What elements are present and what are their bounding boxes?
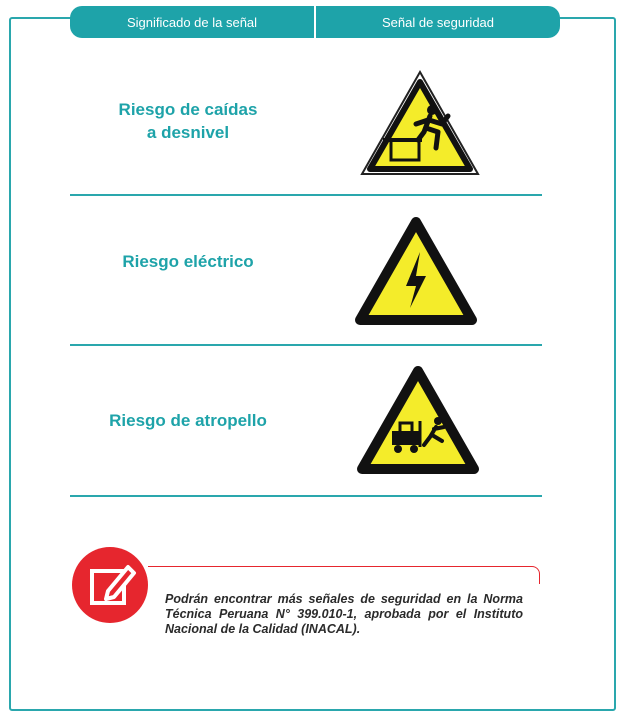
sign-row-vehicle bbox=[70, 409, 542, 489]
meaning-line: Riesgo eléctrico bbox=[122, 252, 254, 271]
note-text: Podrán encontrar más señales de seguridad en la Norma Técnica Peruana N° 399.010-1, aprobada por el Instituto Nacional de la Calidad (INACAL). bbox=[165, 592, 523, 636]
pencil-icon bbox=[72, 547, 148, 623]
meaning-line: Riesgo de atropello bbox=[109, 411, 267, 430]
fall-hazard-icon bbox=[358, 68, 482, 178]
sign-row-falls bbox=[70, 96, 542, 192]
header-sign: Señal de seguridad bbox=[381, 14, 495, 30]
note-border bbox=[148, 566, 540, 584]
header-meaning: Significado de la señal bbox=[126, 14, 258, 30]
sign-meaning bbox=[70, 98, 306, 144]
sign-meaning bbox=[70, 409, 306, 432]
row-separator bbox=[70, 344, 542, 346]
table-header bbox=[70, 6, 560, 38]
meaning-line: Riesgo de caídas bbox=[118, 100, 258, 119]
electric-hazard-icon bbox=[354, 216, 478, 328]
meaning-line: a desnivel bbox=[146, 123, 230, 142]
sign-meaning bbox=[70, 250, 306, 273]
sign-row-electric bbox=[70, 250, 542, 340]
vehicle-hazard-icon bbox=[356, 365, 480, 477]
row-separator bbox=[70, 495, 542, 497]
edit-note-icon bbox=[72, 547, 148, 623]
row-separator bbox=[70, 194, 542, 196]
